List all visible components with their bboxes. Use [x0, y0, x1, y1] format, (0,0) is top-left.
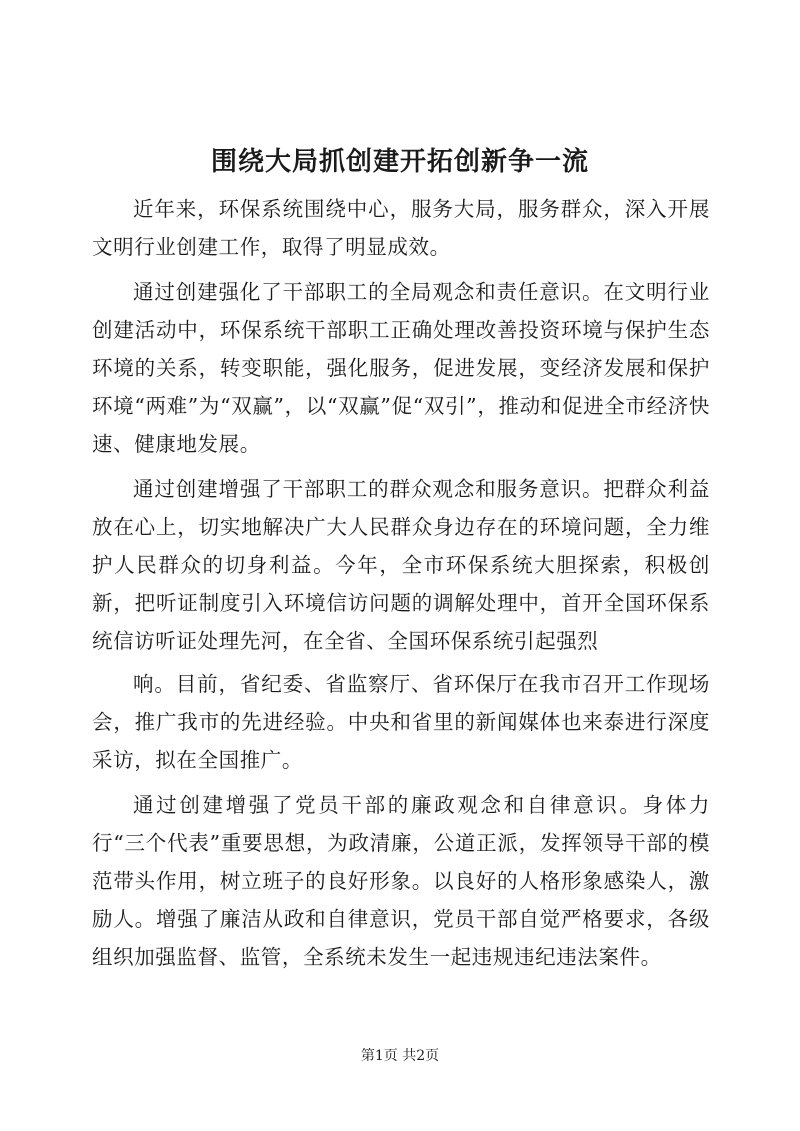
document-title: 围绕大局抓创建开拓创新争一流: [210, 147, 589, 177]
paragraph-intro: 近年来，环保系统围绕中心，服务大局，服务群众，深入开展文明行业创建工作，取得了明显成效。: [92, 197, 710, 259]
paragraph-responsibility: 通过创建强化了干部职工的全局观念和责任意识。在文明行业创建活动中，环保系统干部职工正确处理改善投资环境与保护生态环境的关系，转变职能，强化服务，促进发展，变经济发展和保护环境“两难”为“双赢”，以“双赢”促“双引”，推动和促进全市经济快速、健康地发展。: [92, 280, 710, 456]
paragraph-service-continued: 响。目前，省纪委、省监察厅、省环保厅在我市召开工作现场会，推广我市的先进经验。中央和省里的新闻媒体也来泰进行深度采访，拟在全国推广。: [92, 672, 710, 772]
paragraph-integrity: 通过创建增强了党员干部的廉政观念和自律意识。身体力行“三个代表”重要思想，为政清廉，公道正派，发挥领导干部的模范带头作用，树立班子的良好形象。以良好的人格形象感染人，激励人。增强了廉洁从政和自律意识，党员干部自觉严格要求，各级组织加强监督、监管，全系统未发生一起违规违纪违法案件。: [92, 793, 710, 969]
document-body: [92, 190, 710, 976]
page-number-footer: 第1页 共2页: [360, 1048, 440, 1064]
paragraph-service: 通过创建增强了干部职工的群众观念和服务意识。把群众利益放在心上，切实地解决广大人民群众身边存在的环境问题，全力维护人民群众的切身利益。今年，全市环保系统大胆探索，积极创新，把听证制度引入环境信访问题的调解处理中，首开全国环保系统信访听证处理先河，在全省、全国环保系统引起强烈: [92, 477, 710, 653]
